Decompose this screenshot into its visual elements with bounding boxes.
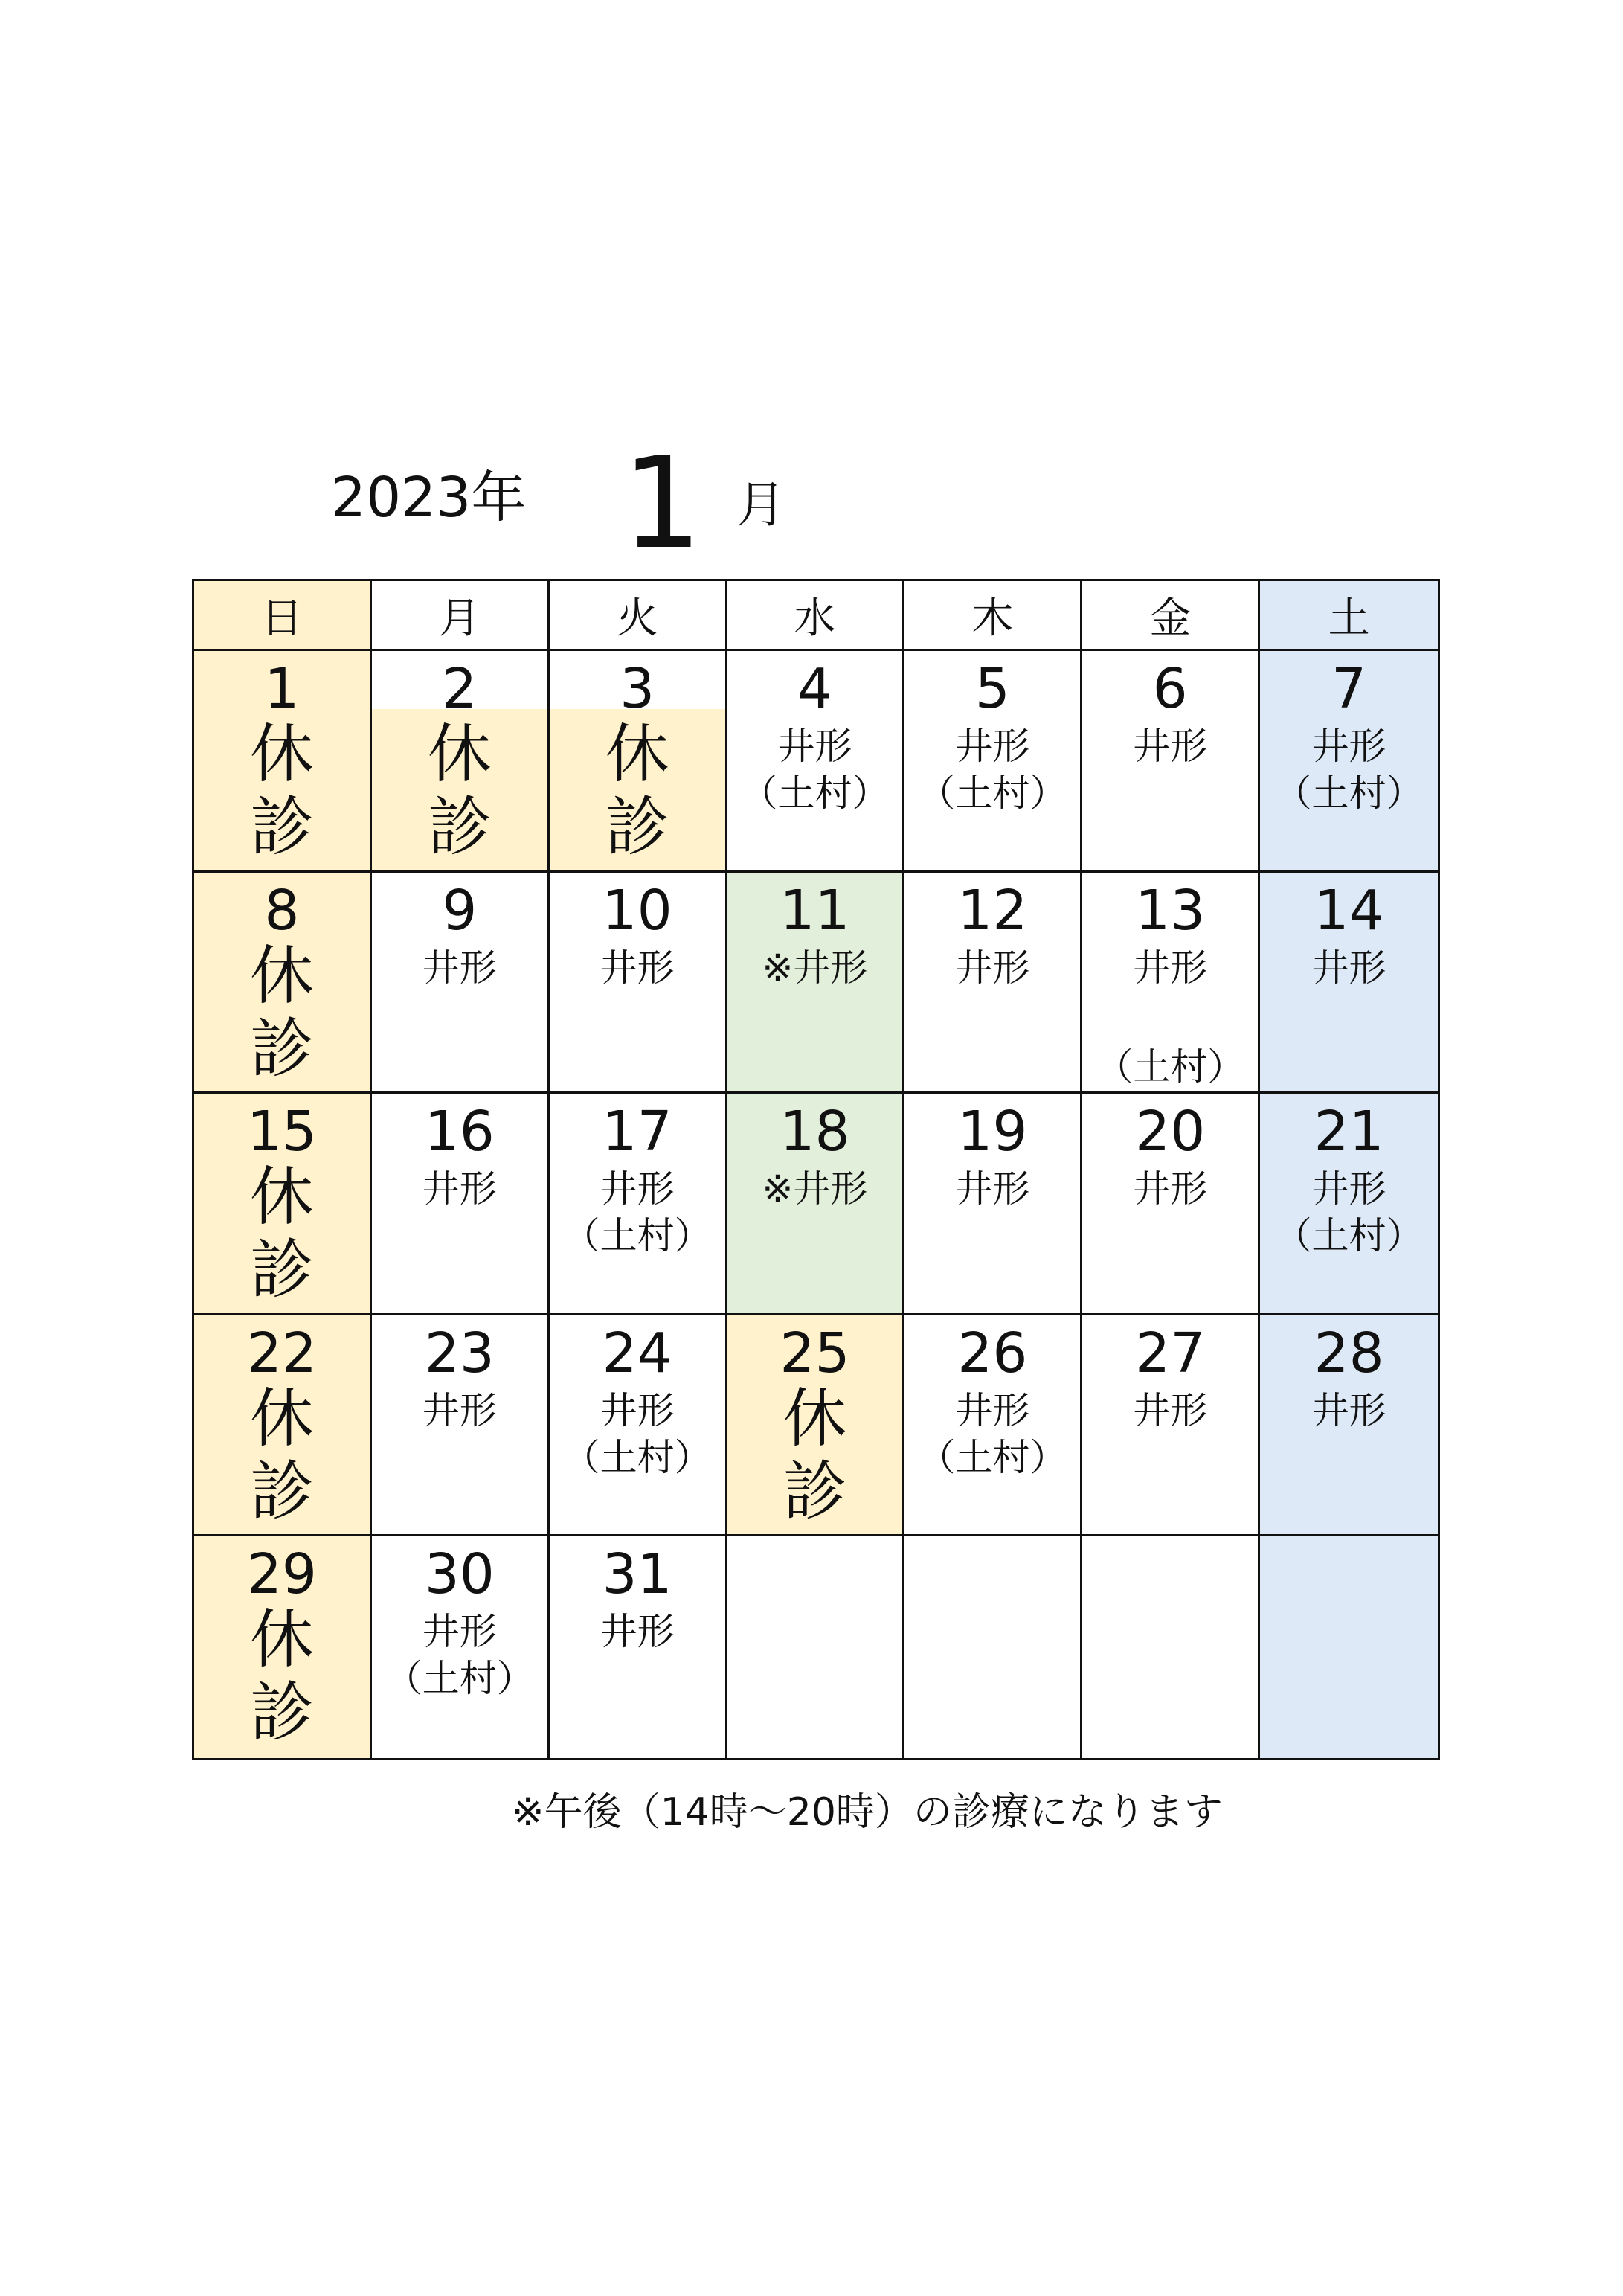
doctor-name: 井形 bbox=[955, 946, 1030, 990]
closed-label: 休 診 bbox=[249, 717, 314, 865]
footnote: ※午後（14時～20時）の診療になります bbox=[512, 1790, 1223, 1835]
day-number: 27 bbox=[1135, 1321, 1206, 1385]
day-number: 2 bbox=[442, 657, 478, 721]
day-cell bbox=[904, 873, 1082, 1094]
day-cell bbox=[550, 1536, 727, 1758]
day-cell bbox=[194, 1536, 372, 1758]
day-cell bbox=[904, 1315, 1082, 1537]
sub-doctor-name: （土村） bbox=[1274, 772, 1424, 815]
doctor-name: 井形 bbox=[1133, 1388, 1208, 1432]
day-number: 20 bbox=[1135, 1100, 1206, 1164]
day-number: 21 bbox=[1314, 1100, 1384, 1164]
title-month-label: 月 bbox=[736, 476, 785, 533]
day-cell bbox=[194, 1315, 372, 1537]
doctor-name: 井形 bbox=[1133, 1167, 1208, 1211]
doctor-name: 井形 bbox=[1311, 1388, 1386, 1432]
day-number: 15 bbox=[246, 1100, 317, 1164]
day-cell bbox=[904, 1094, 1082, 1315]
day-number: 16 bbox=[424, 1100, 495, 1164]
day-cell bbox=[372, 651, 550, 873]
doctor-name: 井形 bbox=[1133, 946, 1208, 990]
sub-doctor-name: （土村） bbox=[562, 1214, 712, 1258]
doctor-name: ※井形 bbox=[762, 1167, 868, 1211]
day-number: 13 bbox=[1135, 878, 1206, 943]
title-year: 2023年 bbox=[331, 466, 527, 530]
day-cell bbox=[194, 1094, 372, 1315]
sub-doctor-name: （土村） bbox=[1274, 1214, 1424, 1258]
closed-label: 休 診 bbox=[605, 717, 669, 865]
day-cell bbox=[1260, 1094, 1438, 1315]
doctor-name: 井形 bbox=[1311, 1167, 1386, 1211]
sub-doctor-name: （土村） bbox=[562, 1435, 712, 1479]
day-number: 7 bbox=[1331, 657, 1367, 721]
sub-doctor-name: （土村） bbox=[740, 772, 890, 815]
sub-doctor-name: （土村） bbox=[1096, 1045, 1245, 1089]
weekday-header-tue: 火 bbox=[550, 581, 727, 651]
closed-label: 休 診 bbox=[249, 1381, 314, 1529]
title-month: 1 bbox=[622, 430, 703, 577]
doctor-name: 井形 bbox=[777, 725, 852, 768]
day-cell bbox=[372, 1094, 550, 1315]
doctor-name: 井形 bbox=[955, 1167, 1030, 1211]
day-number: 31 bbox=[602, 1542, 672, 1607]
day-cell bbox=[1260, 873, 1438, 1094]
sub-doctor-name: （土村） bbox=[385, 1657, 534, 1701]
sub-doctor-name: （土村） bbox=[918, 1435, 1067, 1479]
day-cell bbox=[550, 873, 727, 1094]
day-number: 14 bbox=[1314, 878, 1384, 943]
day-number: 30 bbox=[424, 1542, 495, 1607]
weekday-header-fri: 金 bbox=[1082, 581, 1260, 651]
day-cell bbox=[1082, 1536, 1260, 1758]
day-cell bbox=[727, 1094, 905, 1315]
day-cell bbox=[727, 1315, 905, 1537]
day-cell bbox=[372, 1536, 550, 1758]
doctor-name: 井形 bbox=[600, 1167, 675, 1211]
day-cell bbox=[904, 1536, 1082, 1758]
day-cell bbox=[727, 873, 905, 1094]
day-number: 19 bbox=[957, 1100, 1028, 1164]
day-cell bbox=[1082, 873, 1260, 1094]
doctor-name: 井形 bbox=[1311, 946, 1386, 990]
day-cell bbox=[1260, 1536, 1438, 1758]
closed-label: 休 診 bbox=[427, 717, 492, 865]
doctor-name: 井形 bbox=[1311, 725, 1386, 768]
day-number: 3 bbox=[620, 657, 655, 721]
day-number: 12 bbox=[957, 878, 1028, 943]
day-cell bbox=[1082, 1315, 1260, 1537]
day-number: 9 bbox=[442, 878, 478, 943]
day-cell bbox=[904, 651, 1082, 873]
doctor-name: 井形 bbox=[600, 1388, 675, 1432]
day-cell bbox=[550, 1315, 727, 1537]
day-number: 5 bbox=[974, 657, 1010, 721]
day-cell bbox=[1260, 1315, 1438, 1537]
day-cell bbox=[372, 1315, 550, 1537]
closed-label: 休 診 bbox=[249, 938, 314, 1086]
day-number: 11 bbox=[780, 878, 850, 943]
day-number: 29 bbox=[246, 1542, 317, 1607]
doctor-name: 井形 bbox=[422, 1167, 497, 1211]
day-cell bbox=[194, 651, 372, 873]
day-number: 18 bbox=[780, 1100, 850, 1164]
day-number: 10 bbox=[602, 878, 672, 943]
doctor-name: 井形 bbox=[600, 946, 675, 990]
day-number: 6 bbox=[1152, 657, 1188, 721]
day-cell bbox=[372, 873, 550, 1094]
doctor-name: 井形 bbox=[422, 1610, 497, 1654]
day-cell bbox=[550, 651, 727, 873]
day-number: 23 bbox=[424, 1321, 495, 1385]
day-number: 22 bbox=[246, 1321, 317, 1385]
day-number: 26 bbox=[957, 1321, 1028, 1385]
day-number: 25 bbox=[780, 1321, 850, 1385]
day-number: 1 bbox=[264, 657, 300, 721]
doctor-name: 井形 bbox=[422, 946, 497, 990]
weekday-header-thu: 木 bbox=[904, 581, 1082, 651]
day-cell bbox=[1260, 651, 1438, 873]
day-cell bbox=[550, 1094, 727, 1315]
doctor-name: 井形 bbox=[422, 1388, 497, 1432]
doctor-name: 井形 bbox=[955, 725, 1030, 768]
day-cell bbox=[1082, 1094, 1260, 1315]
closed-label: 休 診 bbox=[249, 1603, 314, 1751]
day-cell bbox=[727, 651, 905, 873]
day-number: 28 bbox=[1314, 1321, 1384, 1385]
closed-label: 休 診 bbox=[249, 1160, 314, 1308]
doctor-name: ※井形 bbox=[762, 946, 868, 990]
calendar-grid bbox=[192, 579, 1440, 1760]
day-number: 8 bbox=[264, 878, 300, 943]
doctor-name: 井形 bbox=[1133, 725, 1208, 768]
calendar-title bbox=[0, 0, 1623, 580]
day-cell bbox=[1082, 651, 1260, 873]
weekday-header-wed: 水 bbox=[727, 581, 905, 651]
doctor-name: 井形 bbox=[600, 1610, 675, 1654]
day-cell bbox=[194, 873, 372, 1094]
doctor-name: 井形 bbox=[955, 1388, 1030, 1432]
sub-doctor-name: （土村） bbox=[918, 772, 1067, 815]
day-number: 4 bbox=[797, 657, 833, 721]
weekday-header-sun: 日 bbox=[194, 581, 372, 651]
weekday-header-mon: 月 bbox=[372, 581, 550, 651]
weekday-header-sat: 土 bbox=[1260, 581, 1438, 651]
closed-label: 休 診 bbox=[782, 1381, 847, 1529]
day-number: 17 bbox=[602, 1100, 672, 1164]
day-cell bbox=[727, 1536, 905, 1758]
day-number: 24 bbox=[602, 1321, 672, 1385]
